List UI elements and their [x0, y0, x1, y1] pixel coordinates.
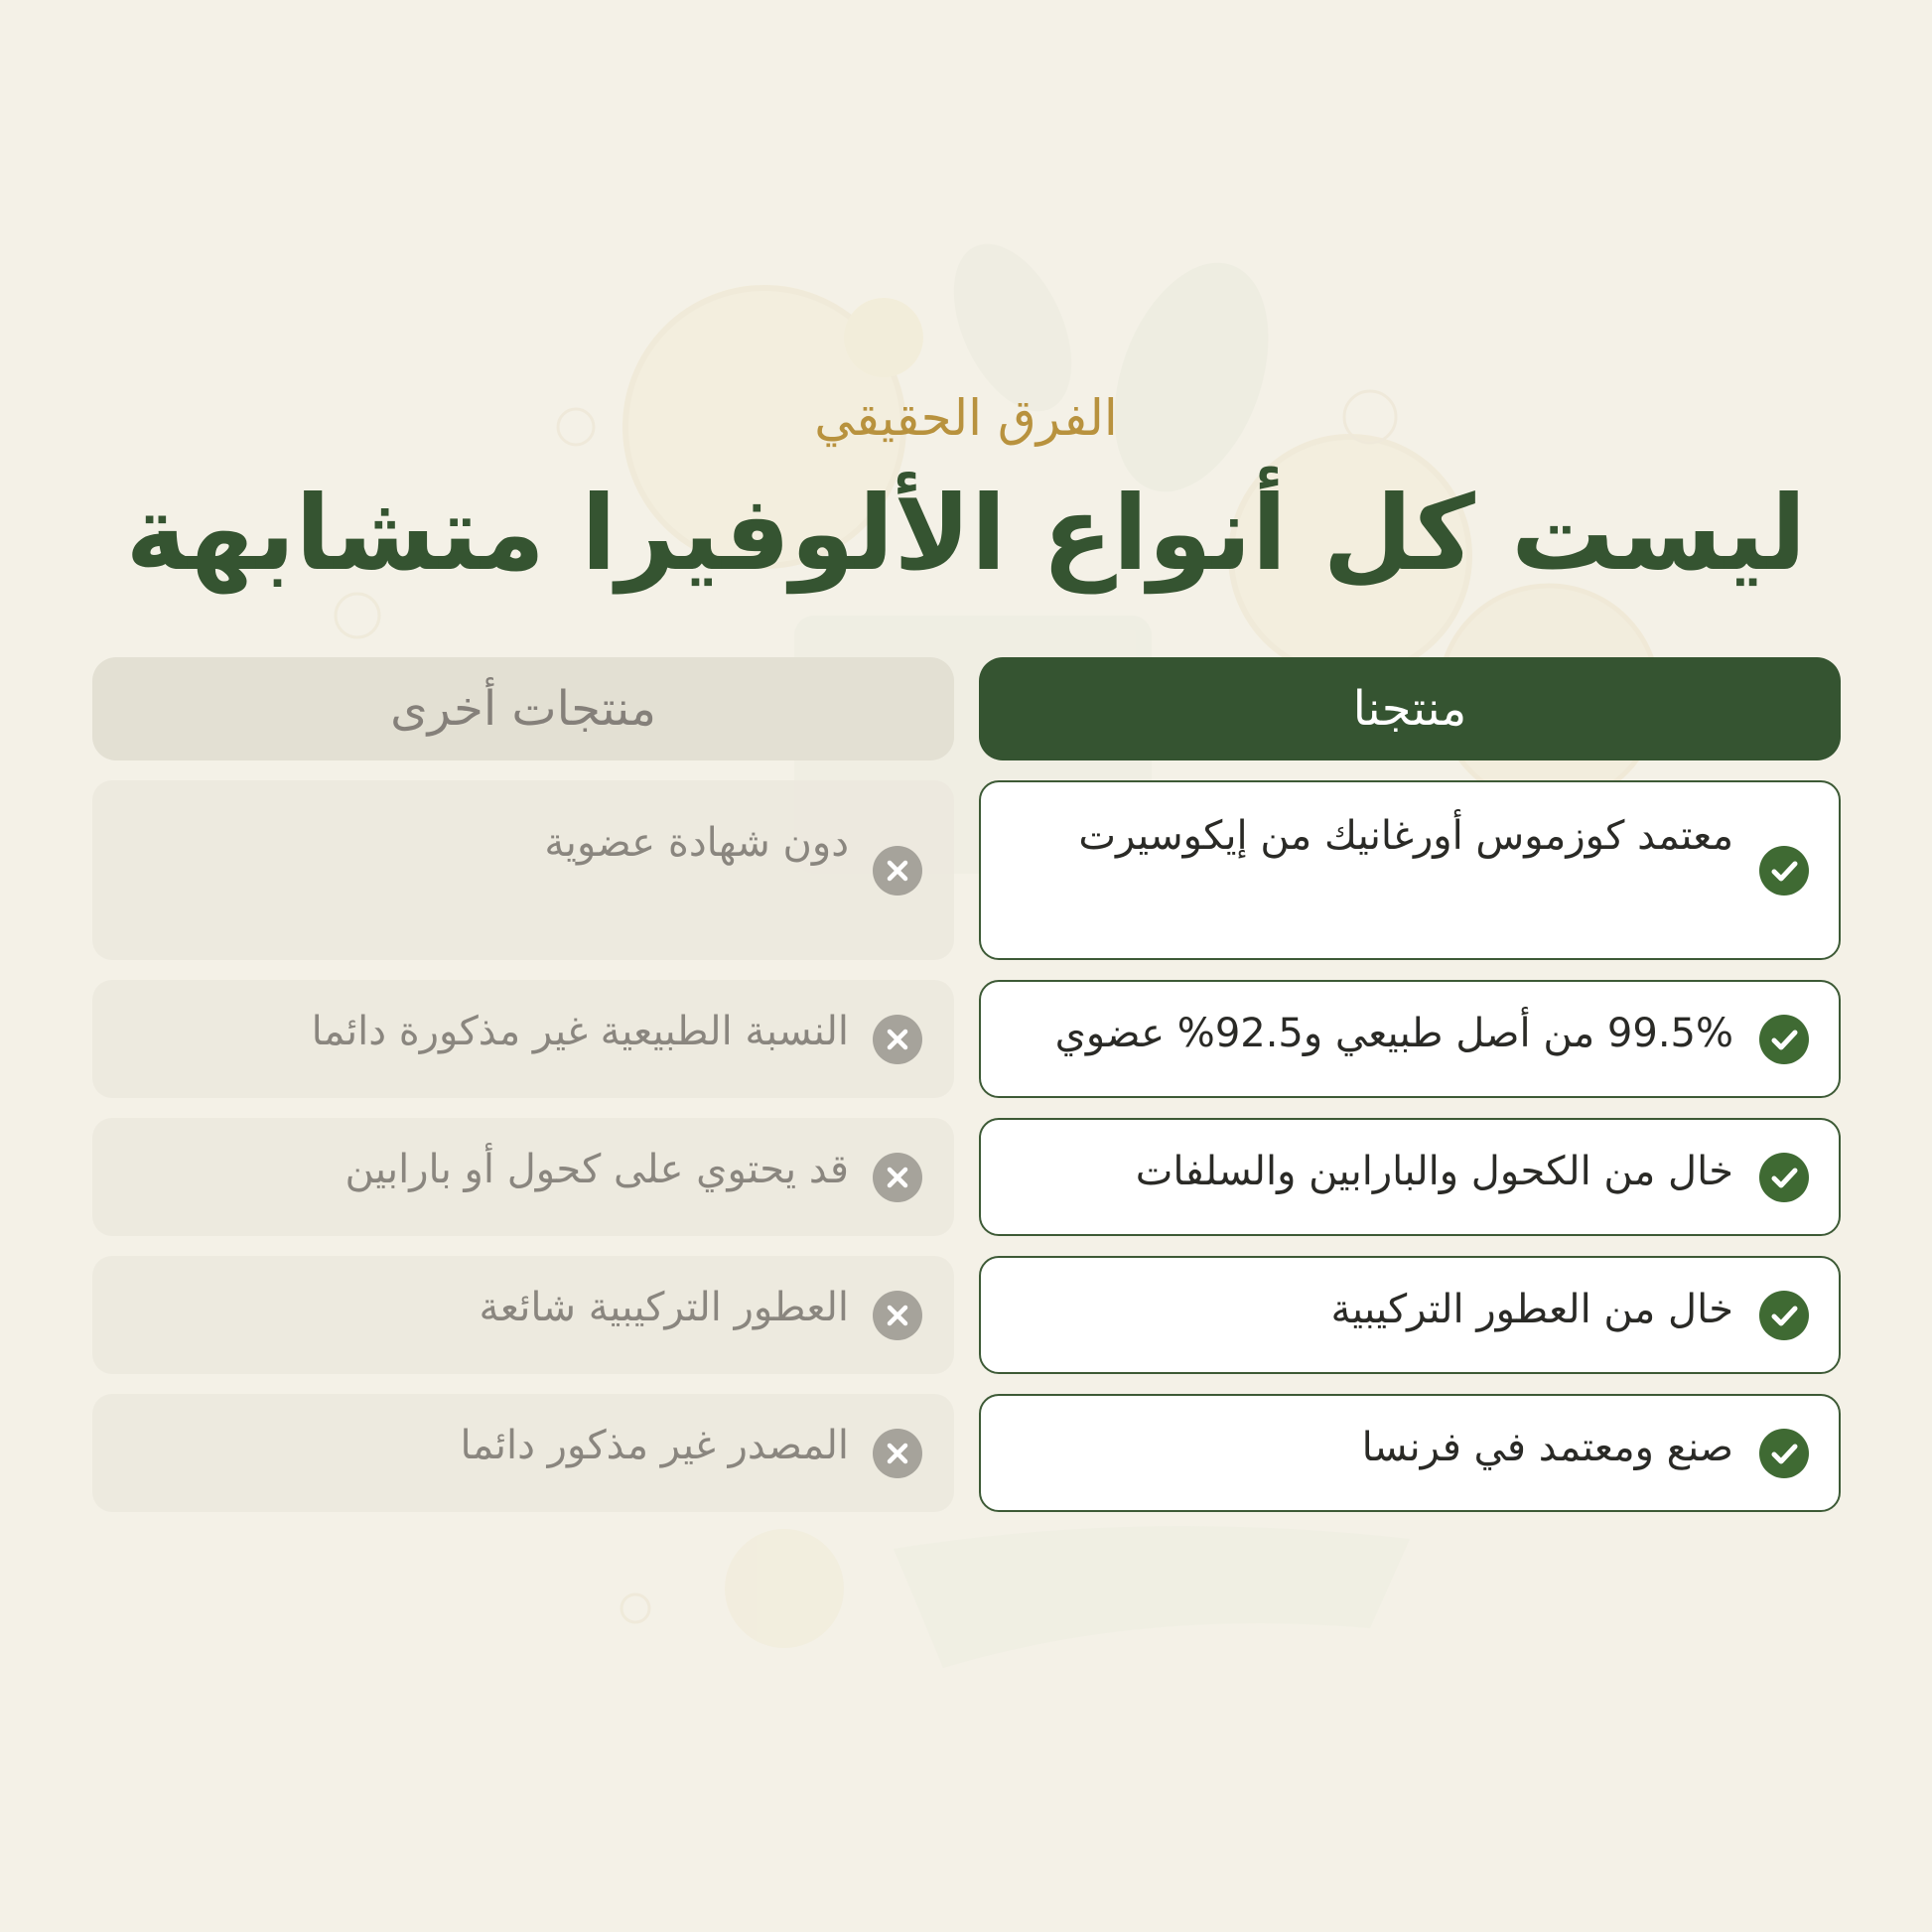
our-product-row: [979, 980, 1841, 1098]
other-products-row: [92, 1256, 954, 1374]
x-circle-icon: [873, 1015, 922, 1064]
other-products-row: [92, 1394, 954, 1512]
our-product-feature: معتمد كوزموس أورغانيك من إيكوسيرت: [1078, 813, 1733, 859]
x-circle-icon: [873, 1291, 922, 1340]
other-products-row: [92, 1118, 954, 1236]
check-circle-icon: [1759, 846, 1809, 896]
other-products-row: [92, 780, 954, 960]
our-product-row: [979, 1118, 1841, 1236]
x-circle-icon: [873, 1153, 922, 1202]
x-circle-icon: [873, 1429, 922, 1478]
section-eyebrow: الفرق الحقيقي: [814, 389, 1118, 447]
other-products-feature: المصدر غير مذكور دائما: [460, 1423, 849, 1468]
other-products-feature: قد يحتوي على كحول أو بارابين: [345, 1147, 849, 1192]
other-products-row: [92, 980, 954, 1098]
check-circle-icon: [1759, 1153, 1809, 1202]
other-products-feature: النسبة الطبيعية غير مذكورة دائما: [311, 1009, 849, 1054]
our-product-row: [979, 780, 1841, 960]
our-product-feature: خال من الكحول والبارابين والسلفات: [1135, 1149, 1733, 1194]
page-title: ليست كل أنواع الألوفيرا متشابهة: [125, 473, 1807, 594]
our-product-feature: خال من العطور التركيبية: [1330, 1287, 1733, 1332]
our-product-row: [979, 1256, 1841, 1374]
our-product-column-header: منتجنا: [979, 657, 1841, 760]
other-products-feature: دون شهادة عضوية: [544, 820, 849, 866]
check-circle-icon: [1759, 1015, 1809, 1064]
other-products-column-header: منتجات أخرى: [92, 657, 954, 760]
our-product-feature: 99.5% من أصل طبيعي و92.5% عضوي: [1054, 1011, 1733, 1056]
other-products-feature: العطور التركيبية شائعة: [479, 1285, 849, 1330]
our-product-feature: صنع ومعتمد في فرنسا: [1361, 1425, 1733, 1470]
x-circle-icon: [873, 846, 922, 896]
check-circle-icon: [1759, 1429, 1809, 1478]
our-product-row: [979, 1394, 1841, 1512]
check-circle-icon: [1759, 1291, 1809, 1340]
